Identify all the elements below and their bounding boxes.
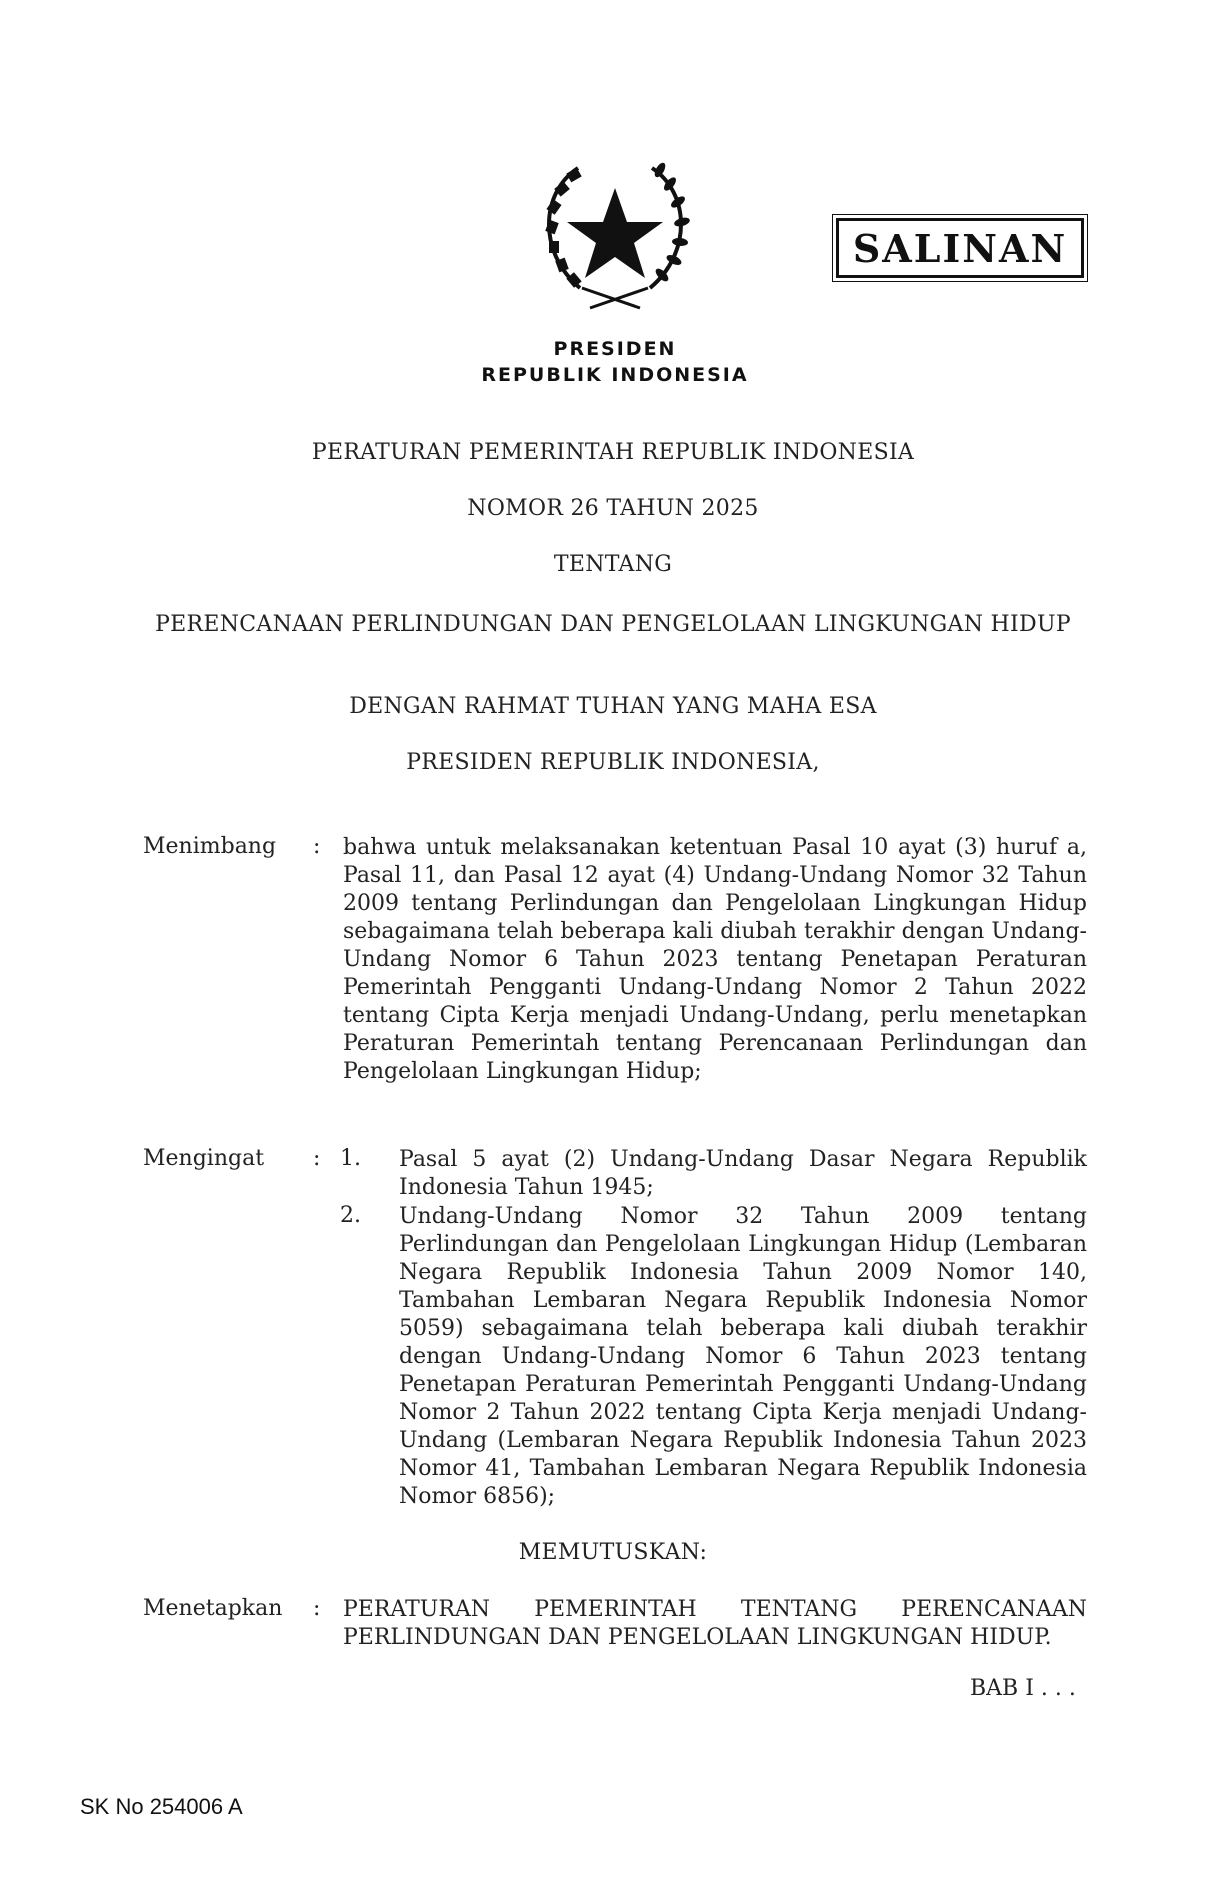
- mengingat-item-text: Undang-Undang Nomor 32 Tahun 2009 tentang Perlindungan dan Pengelolaan Lingkungan Hidup (Lembaran Negara Republik Indonesia Tahun 2009 Nomor 140, Tambahan Lembaran Negara Republik Indonesia Nomor 5059) sebagaimana telah beberapa kali diubah terakhir dengan Undang-Undang Nomor 6 Tahun 2023 tentang Penetapan Peraturan Pemerintah Pengganti Undang-Undang Nomor 2 Tahun 2022 tentang Cipta Kerja menjadi Undang-Undang (Lembaran Negara Republik Indonesia Tahun 2023 Nomor 41, Tambahan Lembaran Negara Republik Indonesia Nomor 6856);: [399, 1204, 1087, 1509]
- mengingat-item-text: Pasal 5 ayat (2) Undang-Undang Dasar Negara Republik Indonesia Tahun 1945;: [399, 1147, 1087, 1200]
- menetapkan-label: Menetapkan: [143, 1596, 283, 1621]
- menetapkan-text: PERATURAN PEMERINTAH TENTANG PERENCANAAN PERLINDUNGAN DAN PENGELOLAAN LINGKUNGAN HIDUP.: [343, 1597, 1087, 1650]
- mengingat-item-number: 2.: [340, 1203, 361, 1228]
- presidential-emblem-icon: [520, 148, 710, 318]
- sk-number: SK No 254006 A: [80, 1794, 243, 1819]
- next-page-marker: BAB I . . .: [970, 1676, 1076, 1701]
- republik-indonesia-caption: REPUBLIK INDONESIA: [481, 364, 749, 386]
- presiden-caption: PRESIDEN: [553, 338, 677, 360]
- regulation-subject: PERENCANAAN PERLINDUNGAN DAN PENGELOLAAN LINGKUNGAN HIDUP: [155, 612, 1071, 637]
- regulation-title: PERATURAN PEMERINTAH REPUBLIK INDONESIA: [311, 440, 915, 465]
- memutuskan-heading: MEMUTUSKAN:: [518, 1540, 708, 1565]
- mengingat-item-number: 1.: [340, 1146, 361, 1171]
- preamble-invocation: DENGAN RAHMAT TUHAN YANG MAHA ESA: [349, 694, 877, 719]
- menimbang-colon: :: [313, 834, 321, 859]
- mengingat-label: Mengingat: [143, 1146, 265, 1171]
- mengingat-colon: :: [313, 1146, 321, 1171]
- salinan-stamp: SALINAN: [836, 218, 1084, 278]
- menimbang-text: bahwa untuk melaksanakan ketentuan Pasal 10 ayat (3) huruf a, Pasal 11, dan Pasal 12 ayat (4) Undang-Undang Nomor 32 Tahun 2009 tentang Perlindungan dan Pengelolaan Lingkungan Hidup sebagaimana telah beberapa kali diubah terakhir dengan Undang-Undang Nomor 6 Tahun 2023 tentang Penetapan Peraturan Pemerintah Pengganti Undang-Undang Nomor 2 Tahun 2022 tentang Cipta Kerja menjadi Undang-Undang, perlu menetapkan Peraturan Pemerintah tentang Perencanaan Perlindungan dan Pengelolaan Lingkungan Hidup;: [343, 835, 1087, 1084]
- tentang-heading: TENTANG: [553, 552, 673, 577]
- menetapkan-colon: :: [313, 1596, 321, 1621]
- regulation-number: NOMOR 26 TAHUN 2025: [467, 496, 759, 521]
- menimbang-label: Menimbang: [143, 834, 277, 859]
- preamble-president: PRESIDEN REPUBLIK INDONESIA,: [406, 750, 820, 775]
